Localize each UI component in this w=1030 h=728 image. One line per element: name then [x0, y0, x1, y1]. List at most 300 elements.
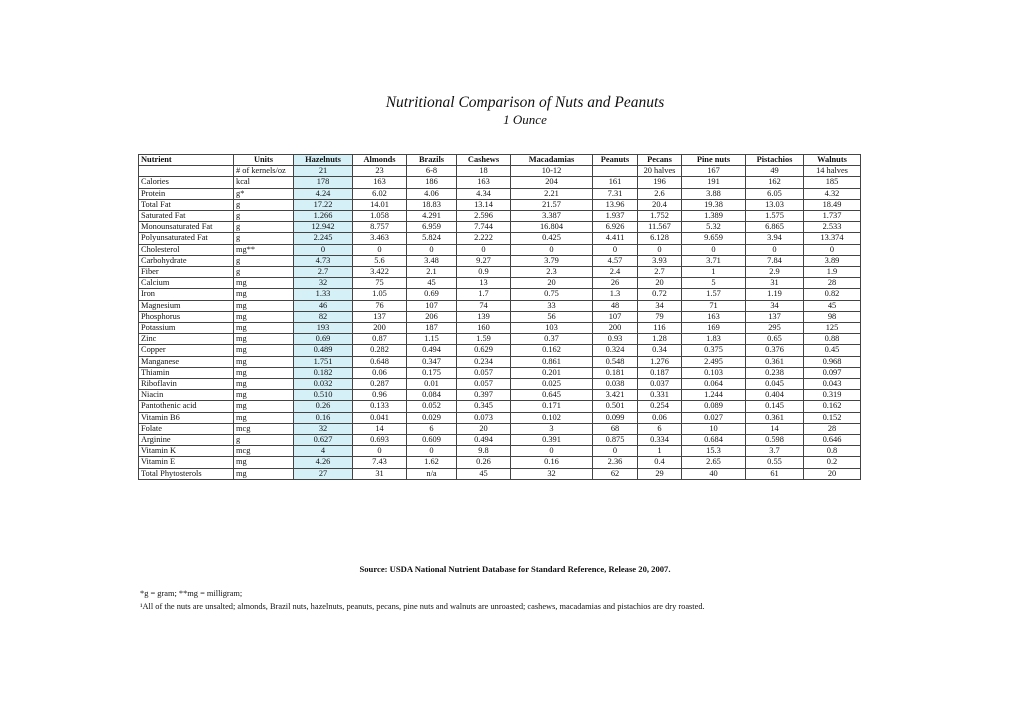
nutrient-value: 75 — [353, 278, 407, 289]
nutrient-value: 107 — [407, 300, 457, 311]
nutrient-value: 6.05 — [746, 188, 804, 199]
nutrient-value: 13 — [457, 278, 511, 289]
table-row — [139, 222, 861, 233]
nutrient-unit: mg — [234, 323, 294, 334]
footnote-units: *g = gram; **mg = milligram; — [140, 589, 243, 598]
nutrient-name: Folate — [139, 423, 234, 434]
nutrient-name: Carbohydrate — [139, 255, 234, 266]
nutrient-value: 0.319 — [804, 390, 861, 401]
nutrient-value: 0.234 — [457, 356, 511, 367]
nutrient-value: 2.9 — [746, 267, 804, 278]
nutrient-value: 6 — [638, 423, 682, 434]
nutrient-value: 204 — [511, 177, 593, 188]
nutrient-value: 3.7 — [746, 446, 804, 457]
nutrient-value: 0.376 — [746, 345, 804, 356]
nutrient-value: 0.16 — [511, 457, 593, 468]
table-body — [139, 166, 861, 480]
nutrient-value: 2.4 — [593, 267, 638, 278]
nutrient-value: 0.254 — [638, 401, 682, 412]
nutrient-value: 0.510 — [294, 390, 353, 401]
nutrient-value: 0.501 — [593, 401, 638, 412]
nutrient-value: 0.057 — [457, 367, 511, 378]
nutrient-unit: # of kernels/oz — [234, 166, 294, 177]
nutrient-value: 0.65 — [746, 334, 804, 345]
nutrient-name: Manganese — [139, 356, 234, 367]
nutrient-value: 2.596 — [457, 211, 511, 222]
nutrient-name: Saturated Fat — [139, 211, 234, 222]
nutrient-value: 6.959 — [407, 222, 457, 233]
nutrient-unit: mg — [234, 457, 294, 468]
table-row — [139, 457, 861, 468]
nutrient-value: 1.15 — [407, 334, 457, 345]
nutrient-value: 45 — [457, 468, 511, 479]
nutrient-value: 6.128 — [638, 233, 682, 244]
nutrient-value: 103 — [511, 323, 593, 334]
nutrient-unit: g — [234, 199, 294, 210]
table-row — [139, 211, 861, 222]
nutrient-unit: mg — [234, 345, 294, 356]
nutrient-value: 0 — [593, 244, 638, 255]
nutrient-value: 206 — [407, 311, 457, 322]
nutrient-unit: mg — [234, 390, 294, 401]
title-block — [0, 94, 1030, 128]
nutrient-value: 18 — [457, 166, 511, 177]
nutrient-name: Riboflavin — [139, 379, 234, 390]
nutrient-value: 3.422 — [353, 267, 407, 278]
nutrient-value: 6.865 — [746, 222, 804, 233]
nutrient-value: 160 — [457, 323, 511, 334]
nutrient-value: 163 — [457, 177, 511, 188]
nutrient-value: 15.3 — [682, 446, 746, 457]
nutrient-value: 2.65 — [682, 457, 746, 468]
table-row — [139, 446, 861, 457]
nutrient-value: 49 — [746, 166, 804, 177]
nutrient-value: 1.19 — [746, 289, 804, 300]
nutrient-value: 19.38 — [682, 199, 746, 210]
nutrient-value: 0.361 — [746, 356, 804, 367]
nutrient-value: 0.162 — [511, 345, 593, 356]
nutrient-value: 0.96 — [353, 390, 407, 401]
nutrient-value: 0 — [407, 244, 457, 255]
nutrient-value: 34 — [746, 300, 804, 311]
nutrient-name: Phosphorus — [139, 311, 234, 322]
nutrient-value: 1.244 — [682, 390, 746, 401]
table-row — [139, 166, 861, 177]
nutrient-value: 0.324 — [593, 345, 638, 356]
nutrient-value: 9.659 — [682, 233, 746, 244]
nutrient-value: 0.287 — [353, 379, 407, 390]
nutrient-value: 167 — [682, 166, 746, 177]
nutrient-value: 26 — [593, 278, 638, 289]
nutrient-value: 2.245 — [294, 233, 353, 244]
nutrient-value: 32 — [294, 423, 353, 434]
nutrient-value: 0 — [804, 244, 861, 255]
nutrient-value: 0 — [593, 446, 638, 457]
nutrient-value: 2.3 — [511, 267, 593, 278]
nutrient-value: 0.171 — [511, 401, 593, 412]
nutrient-value: 61 — [746, 468, 804, 479]
nutrient-value: 0.37 — [511, 334, 593, 345]
nutrient-value: 0.331 — [638, 390, 682, 401]
table-row — [139, 267, 861, 278]
nutrient-value: 1.59 — [457, 334, 511, 345]
table-row — [139, 323, 861, 334]
nutrient-value: n/a — [407, 468, 457, 479]
table-row — [139, 379, 861, 390]
nutrient-value: 0.361 — [746, 412, 804, 423]
nutrient-value: 163 — [682, 311, 746, 322]
nutrient-value: 1.3 — [593, 289, 638, 300]
column-header-0: Nutrient — [139, 155, 234, 166]
nutrient-value: 3.421 — [593, 390, 638, 401]
nutrient-value: 5 — [682, 278, 746, 289]
nutrient-value: 4.34 — [457, 188, 511, 199]
nutrient-value: 0.16 — [294, 412, 353, 423]
nutrient-value: 0.073 — [457, 412, 511, 423]
table-header-row — [139, 155, 861, 166]
nutrient-name: Calories — [139, 177, 234, 188]
nutrient-value: 0.038 — [593, 379, 638, 390]
nutrient-value: 4.411 — [593, 233, 638, 244]
footnote-processing: ¹All of the nuts are unsalted; almonds, Brazil nuts, hazelnuts, peanuts, pecans, pine nuts and walnuts are unroasted; cashews, macadamias and pistachios are dry roasted. — [140, 602, 705, 611]
nutrient-unit: mg — [234, 356, 294, 367]
nutrient-value: 116 — [638, 323, 682, 334]
nutrient-value: 0.187 — [638, 367, 682, 378]
nutrient-value: 28 — [804, 278, 861, 289]
nutrient-value: 0.282 — [353, 345, 407, 356]
nutrient-unit: mg — [234, 278, 294, 289]
nutrient-name: Total Fat — [139, 199, 234, 210]
nutrient-value: 2.21 — [511, 188, 593, 199]
nutrient-value: 31 — [353, 468, 407, 479]
nutrient-value: 18.83 — [407, 199, 457, 210]
nutrient-value: 0.01 — [407, 379, 457, 390]
nutrient-value: 21.57 — [511, 199, 593, 210]
nutrient-value: 32 — [511, 468, 593, 479]
nutrient-name — [139, 166, 234, 177]
nutrient-unit: g — [234, 211, 294, 222]
nutrient-value: 0 — [353, 446, 407, 457]
nutrient-value: 0.87 — [353, 334, 407, 345]
nutrient-name: Copper — [139, 345, 234, 356]
nutrient-value: 21 — [294, 166, 353, 177]
nutrient-value: 74 — [457, 300, 511, 311]
nutrient-value: 4.32 — [804, 188, 861, 199]
nutrient-name: Protein — [139, 188, 234, 199]
table-row — [139, 255, 861, 266]
table-row — [139, 199, 861, 210]
nutrient-value: 0.69 — [294, 334, 353, 345]
nutrient-value: 1.57 — [682, 289, 746, 300]
nutrient-value: 161 — [593, 177, 638, 188]
nutrient-value: 13.96 — [593, 199, 638, 210]
nutrient-value: 178 — [294, 177, 353, 188]
nutrient-unit: mg — [234, 379, 294, 390]
nutrient-value: 13.374 — [804, 233, 861, 244]
nutrient-value: 0 — [511, 446, 593, 457]
nutrient-unit: mg — [234, 412, 294, 423]
nutrient-unit: mg — [234, 289, 294, 300]
nutrient-value: 45 — [407, 278, 457, 289]
nutrient-value: 98 — [804, 311, 861, 322]
nutrient-unit: g — [234, 233, 294, 244]
nutrient-value: 20 — [804, 468, 861, 479]
nutrient-value: 20 — [457, 423, 511, 434]
nutrient-value: 0.162 — [804, 401, 861, 412]
nutrient-value: 2.6 — [638, 188, 682, 199]
nutrient-value: 0.175 — [407, 367, 457, 378]
table-row — [139, 435, 861, 446]
nutrient-value: 0 — [638, 244, 682, 255]
source-citation: Source: USDA National Nutrient Database for Standard Reference, Release 20, 2007. — [359, 564, 671, 574]
nutrient-value: 3.79 — [511, 255, 593, 266]
nutrient-name: Zinc — [139, 334, 234, 345]
nutrient-value: 20.4 — [638, 199, 682, 210]
nutrient-value: 193 — [294, 323, 353, 334]
nutrient-value: 1.05 — [353, 289, 407, 300]
nutrient-value: 0.55 — [746, 457, 804, 468]
nutrient-value: 1.752 — [638, 211, 682, 222]
table-row — [139, 401, 861, 412]
nutrient-value: 2.533 — [804, 222, 861, 233]
nutrient-unit: g* — [234, 188, 294, 199]
nutrient-value: 0 — [457, 244, 511, 255]
nutrient-value: 0.494 — [457, 435, 511, 446]
nutrient-value: 3.387 — [511, 211, 593, 222]
nutrient-value: 27 — [294, 468, 353, 479]
nutrient-value: 0.043 — [804, 379, 861, 390]
nutrient-value: 0.8 — [804, 446, 861, 457]
nutrient-value: 34 — [638, 300, 682, 311]
nutrient-value: 0.397 — [457, 390, 511, 401]
nutrient-value: 0.334 — [638, 435, 682, 446]
table-row — [139, 244, 861, 255]
nutrient-value: 8.757 — [353, 222, 407, 233]
nutrient-value: 1.751 — [294, 356, 353, 367]
nutrient-value: 0.375 — [682, 345, 746, 356]
column-header-8: Pecans — [638, 155, 682, 166]
nutrient-name: Monounsaturated Fat — [139, 222, 234, 233]
nutrient-value: 0.097 — [804, 367, 861, 378]
table-row — [139, 423, 861, 434]
nutrient-value: 1.937 — [593, 211, 638, 222]
nutrient-value: 6.926 — [593, 222, 638, 233]
nutrient-name: Thiamin — [139, 367, 234, 378]
nutrient-value: 0.425 — [511, 233, 593, 244]
nutrient-value: 0.609 — [407, 435, 457, 446]
nutrient-value: 0.345 — [457, 401, 511, 412]
nutrient-value: 0.9 — [457, 267, 511, 278]
nutrient-value: 1.266 — [294, 211, 353, 222]
nutrient-unit: mg** — [234, 244, 294, 255]
nutrient-value: 3 — [511, 423, 593, 434]
nutrient-value: 0.69 — [407, 289, 457, 300]
nutrient-value: 0.045 — [746, 379, 804, 390]
nutrient-value: 6.02 — [353, 188, 407, 199]
nutrient-value: 62 — [593, 468, 638, 479]
nutrient-value: 0.201 — [511, 367, 593, 378]
nutrient-value: 20 — [511, 278, 593, 289]
nutrient-value: 68 — [593, 423, 638, 434]
nutrient-value: 0.084 — [407, 390, 457, 401]
column-header-5: Cashews — [457, 155, 511, 166]
nutrient-value: 0.089 — [682, 401, 746, 412]
nutrient-unit: mg — [234, 367, 294, 378]
nutrient-value: 2.7 — [638, 267, 682, 278]
column-header-9: Pine nuts — [682, 155, 746, 166]
nutrient-unit: mg — [234, 334, 294, 345]
nutrient-value: 200 — [353, 323, 407, 334]
nutrient-value: 45 — [804, 300, 861, 311]
table-row — [139, 188, 861, 199]
nutrient-value: 0 — [353, 244, 407, 255]
nutrient-value: 2.495 — [682, 356, 746, 367]
nutrient-value: 3.71 — [682, 255, 746, 266]
nutrient-value: 0.238 — [746, 367, 804, 378]
page-subtitle: 1 Ounce — [503, 112, 547, 127]
nutrient-value: 10-12 — [511, 166, 593, 177]
table-row — [139, 278, 861, 289]
column-header-7: Peanuts — [593, 155, 638, 166]
nutrient-value: 4 — [294, 446, 353, 457]
nutrient-value: 1.7 — [457, 289, 511, 300]
nutrient-unit: mg — [234, 311, 294, 322]
nutrient-value: 3.88 — [682, 188, 746, 199]
nutrient-value: 0.72 — [638, 289, 682, 300]
nutrient-value: 0 — [746, 244, 804, 255]
nutrient-unit: mg — [234, 300, 294, 311]
nutrient-value: 14.01 — [353, 199, 407, 210]
nutrient-value: 4.06 — [407, 188, 457, 199]
nutrient-value: 0.861 — [511, 356, 593, 367]
nutrient-value: 17.22 — [294, 199, 353, 210]
nutrient-value: 0.025 — [511, 379, 593, 390]
nutrient-value: 32 — [294, 278, 353, 289]
nutrient-value: 0.052 — [407, 401, 457, 412]
nutrient-value: 31 — [746, 278, 804, 289]
nutrient-unit: kcal — [234, 177, 294, 188]
nutrient-value: 14 — [746, 423, 804, 434]
nutrient-value: 2.36 — [593, 457, 638, 468]
nutrient-value: 0.75 — [511, 289, 593, 300]
nutrient-value: 33 — [511, 300, 593, 311]
nutrient-name: Potassium — [139, 323, 234, 334]
nutrient-value: 107 — [593, 311, 638, 322]
nutrient-value: 2.1 — [407, 267, 457, 278]
nutrient-value: 0.103 — [682, 367, 746, 378]
nutrient-value: 20 halves — [638, 166, 682, 177]
nutrient-value: 0 — [407, 446, 457, 457]
nutrient-value: 169 — [682, 323, 746, 334]
nutrient-value: 0.391 — [511, 435, 593, 446]
nutrient-value: 11.567 — [638, 222, 682, 233]
nutrient-value: 1.33 — [294, 289, 353, 300]
nutrient-value: 48 — [593, 300, 638, 311]
nutrient-value: 3.94 — [746, 233, 804, 244]
table-row — [139, 334, 861, 345]
nutrient-value: 1 — [682, 267, 746, 278]
nutrient-value: 191 — [682, 177, 746, 188]
nutrient-value: 14 — [353, 423, 407, 434]
nutrient-value: 163 — [353, 177, 407, 188]
nutrient-value: 3.93 — [638, 255, 682, 266]
nutrient-value: 0.627 — [294, 435, 353, 446]
nutrient-value: 186 — [407, 177, 457, 188]
nutrient-value: 0.93 — [593, 334, 638, 345]
nutrient-value: 1.737 — [804, 211, 861, 222]
nutrient-value: 1.389 — [682, 211, 746, 222]
nutrient-value: 0.82 — [804, 289, 861, 300]
nutrient-value: 2.222 — [457, 233, 511, 244]
nutrient-unit: mcg — [234, 423, 294, 434]
nutrient-value: 7.31 — [593, 188, 638, 199]
nutrient-value: 187 — [407, 323, 457, 334]
nutrient-value: 13.03 — [746, 199, 804, 210]
column-header-11: Walnuts — [804, 155, 861, 166]
nutrient-value: 1.62 — [407, 457, 457, 468]
table-row — [139, 468, 861, 479]
nutrient-unit: g — [234, 267, 294, 278]
nutrient-value: 0.968 — [804, 356, 861, 367]
nutrient-value: 1.276 — [638, 356, 682, 367]
nutrient-value: 0.34 — [638, 345, 682, 356]
nutrient-value: 46 — [294, 300, 353, 311]
nutrient-value: 0.145 — [746, 401, 804, 412]
nutrient-value: 9.27 — [457, 255, 511, 266]
table-row — [139, 367, 861, 378]
nutrient-value: 200 — [593, 323, 638, 334]
table-row — [139, 177, 861, 188]
nutrient-value: 1.83 — [682, 334, 746, 345]
nutrient-value: 0.489 — [294, 345, 353, 356]
nutrient-value: 6-8 — [407, 166, 457, 177]
column-header-4: Brazils — [407, 155, 457, 166]
nutrient-value: 79 — [638, 311, 682, 322]
nutrient-value: 5.6 — [353, 255, 407, 266]
nutrient-value: 1.9 — [804, 267, 861, 278]
nutrient-name: Vitamin K — [139, 446, 234, 457]
nutrient-value: 0.041 — [353, 412, 407, 423]
nutrient-value: 1.28 — [638, 334, 682, 345]
nutrient-name: Calcium — [139, 278, 234, 289]
nutrient-name: Cholesterol — [139, 244, 234, 255]
nutrient-name: Arginine — [139, 435, 234, 446]
nutrient-value: 29 — [638, 468, 682, 479]
nutrient-value: 295 — [746, 323, 804, 334]
nutrient-value: 0.099 — [593, 412, 638, 423]
nutrient-name: Polyunsaturated Fat — [139, 233, 234, 244]
nutrient-name: Vitamin B6 — [139, 412, 234, 423]
column-header-6: Macadamias — [511, 155, 593, 166]
nutrient-value: 28 — [804, 423, 861, 434]
nutrient-value: 0.646 — [804, 435, 861, 446]
nutrient-value: 3.89 — [804, 255, 861, 266]
nutrient-value: 125 — [804, 323, 861, 334]
nutrient-value: 0.45 — [804, 345, 861, 356]
nutrient-unit: g — [234, 255, 294, 266]
nutrient-value: 0.347 — [407, 356, 457, 367]
nutrient-name: Iron — [139, 289, 234, 300]
table-row — [139, 289, 861, 300]
nutrient-value: 4.26 — [294, 457, 353, 468]
nutrient-value: 0 — [294, 244, 353, 255]
nutrient-value: 0.648 — [353, 356, 407, 367]
nutrient-value: 0.684 — [682, 435, 746, 446]
nutrient-unit: mcg — [234, 446, 294, 457]
nutrient-value: 82 — [294, 311, 353, 322]
nutrient-value: 76 — [353, 300, 407, 311]
nutrient-value: 0.057 — [457, 379, 511, 390]
